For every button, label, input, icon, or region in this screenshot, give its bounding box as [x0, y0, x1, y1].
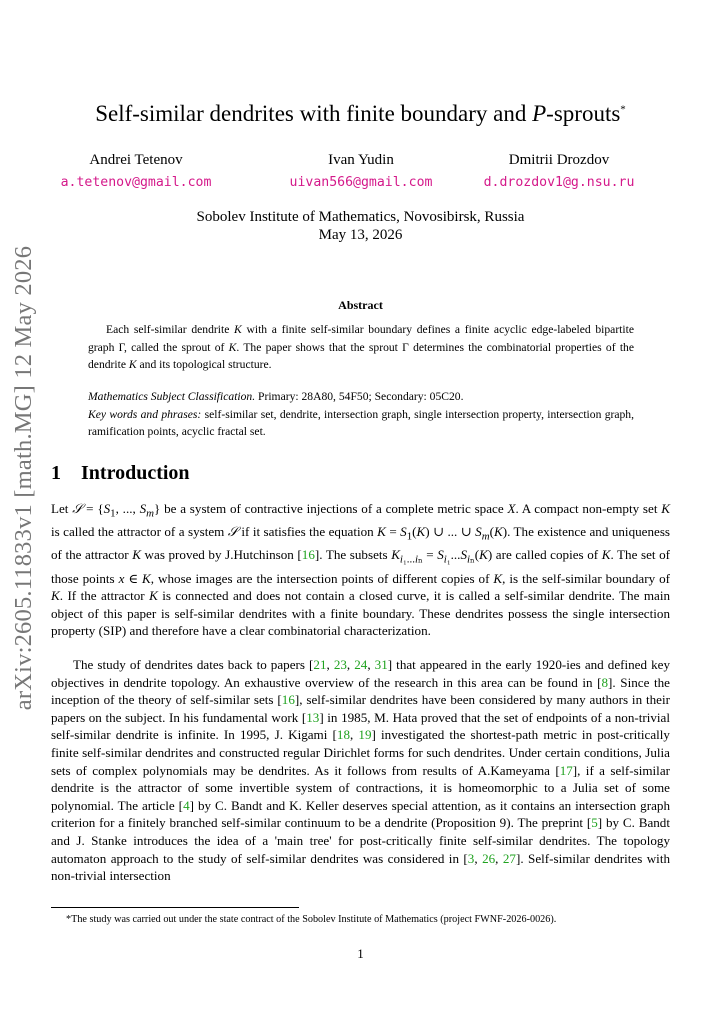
- affiliation: Sobolev Institute of Mathematics, Novosibirsk, Russia: [196, 209, 525, 225]
- citation-link[interactable]: 3: [467, 850, 475, 866]
- citation-link[interactable]: 21: [313, 657, 327, 672]
- citation-link[interactable]: 27: [502, 850, 516, 866]
- author-name: Ivan Yudin: [328, 152, 394, 168]
- intro-paragraph-1: Let 𝒮 = {$S_1$, ..., $S_m$} be a system of contractive injections of a complete metric space X. A compact non-empty set K is called the attractor of a system 𝒮 if it satisfies the equation $K = S_1(K)$ ∪ ... ∪ $S_m(K)$. The existence and uniqueness of the attractor K was proved by J.Hutchinson [16]. The subsets $K_{i_1...i_n} = S_{i_1}...S_{i_n}(K)$ are called copies of K. The set of those points x ∈ K, whose images are the intersection points of different copies of K, is the self-similar boundary of K. If the attractor K is connected and does not contain a closed curve, it is called a self-similar dendrite. The main object of this paper is self-similar dendrites with a finite boundary. These dendrites possess the single intersection property (SIP) and therefore have a clear combinatorial characterization.: [51, 501, 671, 639]
- classification-block: [88, 388, 634, 441]
- author-email-link[interactable]: uivan566@gmail.com: [289, 175, 433, 190]
- citation-link[interactable]: 24: [354, 657, 368, 672]
- citation-link[interactable]: 16: [281, 692, 295, 708]
- author-1: [36, 152, 236, 190]
- author-email-link[interactable]: d.drozdov1@g.nsu.ru: [483, 175, 635, 190]
- abstract-text: Each self-similar dendrite K with a finite self-similar boundary defines a finite acyclic edge-labeled bipartite graph Γ, called the sprout of K. The paper shows that the sprout Γ determines the combinatorial properties of the dendrite K and its topological structure.: [88, 323, 634, 371]
- footnote-rule: [51, 907, 299, 908]
- footnote: *The study was carried out under the state contract of the Sobolev Institute of Mathematics (project FWNF-2026-0026).: [66, 914, 557, 925]
- citation-link[interactable]: 18: [336, 727, 350, 743]
- paper-title: Self-similar dendrites with finite boundary and P-sprouts*: [95, 101, 626, 126]
- citation-link[interactable]: 26: [482, 850, 496, 866]
- citation-link[interactable]: 17: [559, 762, 573, 778]
- citation-link[interactable]: 16: [301, 547, 315, 563]
- author-name: Dmitrii Drozdov: [508, 152, 610, 168]
- arxiv-id-label: arXiv:2605.11833v1 [math.MG] 12 May 2026: [10, 245, 37, 710]
- msc-line: Mathematics Subject Classification. Primary: 28A80, 54F50; Secondary: 05C20.: [88, 390, 464, 403]
- affiliation-block: [51, 208, 670, 244]
- citation-link[interactable]: 5: [591, 815, 598, 831]
- author-email-link[interactable]: a.tetenov@gmail.com: [60, 175, 212, 190]
- citation-link[interactable]: 23: [333, 657, 347, 672]
- author-name: Andrei Tetenov: [89, 152, 183, 168]
- section-title: Introduction: [81, 462, 190, 484]
- citation-link[interactable]: 19: [358, 727, 372, 743]
- citation-link[interactable]: 8: [601, 674, 609, 690]
- author-2: [261, 152, 461, 190]
- section-heading: [51, 462, 190, 485]
- page-number: 1: [357, 946, 364, 961]
- abstract-heading: Abstract: [338, 298, 383, 312]
- intro-paragraph-2: The study of dendrites dates back to papers [21, 23, 24, 31] that appeared in the early 1920-ies and defined key objectives in dendrite topology. An exhaustive overview of the research in this area can be found in [8]. Since the inception of the theory of self-similar sets [16], self-similar dendrites have been considered by many authors in their papers on the subject. In his fundamental work [13] in 1985, M. Hata proved that the set of endpoints of a non-trivial self-similar dendrite is infinite. In 1995, J. Kigami [18, 19] investigated the shortest-path metric in post-critically finite self-similar dendrites and constructed regular Dirichlet forms for such dendrites. Under certain conditions, Julia sets of complex polynomials may be dendrites. As it follows from results of A.Kameyama [17], if a self-similar dendrite is the attractor of some invertible system of contractions, it is homeomorphic to a Julia set of some polynomial. The article [4] by C. Bandt and K. Keller deserves special attention, as it contains an intersection graph criterion for a finitely branched self-similar continuum to be a dendrite (Proposition 9). The preprint [5] by C. Bandt and J. Stanke introduces the idea of a 'main tree' for post-critically finite self-similar dendrites. The topology automaton approach to the study of self-similar dendrites was considered in [3, 26, 27]. Self-similar dendrites with non-trivial intersection: [51, 657, 671, 884]
- citation-link[interactable]: 13: [306, 709, 320, 725]
- date: May 13, 2026: [318, 227, 403, 243]
- citation-link[interactable]: 4: [183, 797, 190, 813]
- citation-link[interactable]: 31: [374, 657, 388, 672]
- keywords-line: Key words and phrases: self-similar set, dendrite, intersection graph, single intersection property, intersection graph, ramification points, acyclic fractal set.: [88, 407, 635, 438]
- section-number: 1: [51, 462, 61, 484]
- arxiv-sidebar-stamp: [4, 245, 44, 710]
- author-3: [459, 152, 659, 190]
